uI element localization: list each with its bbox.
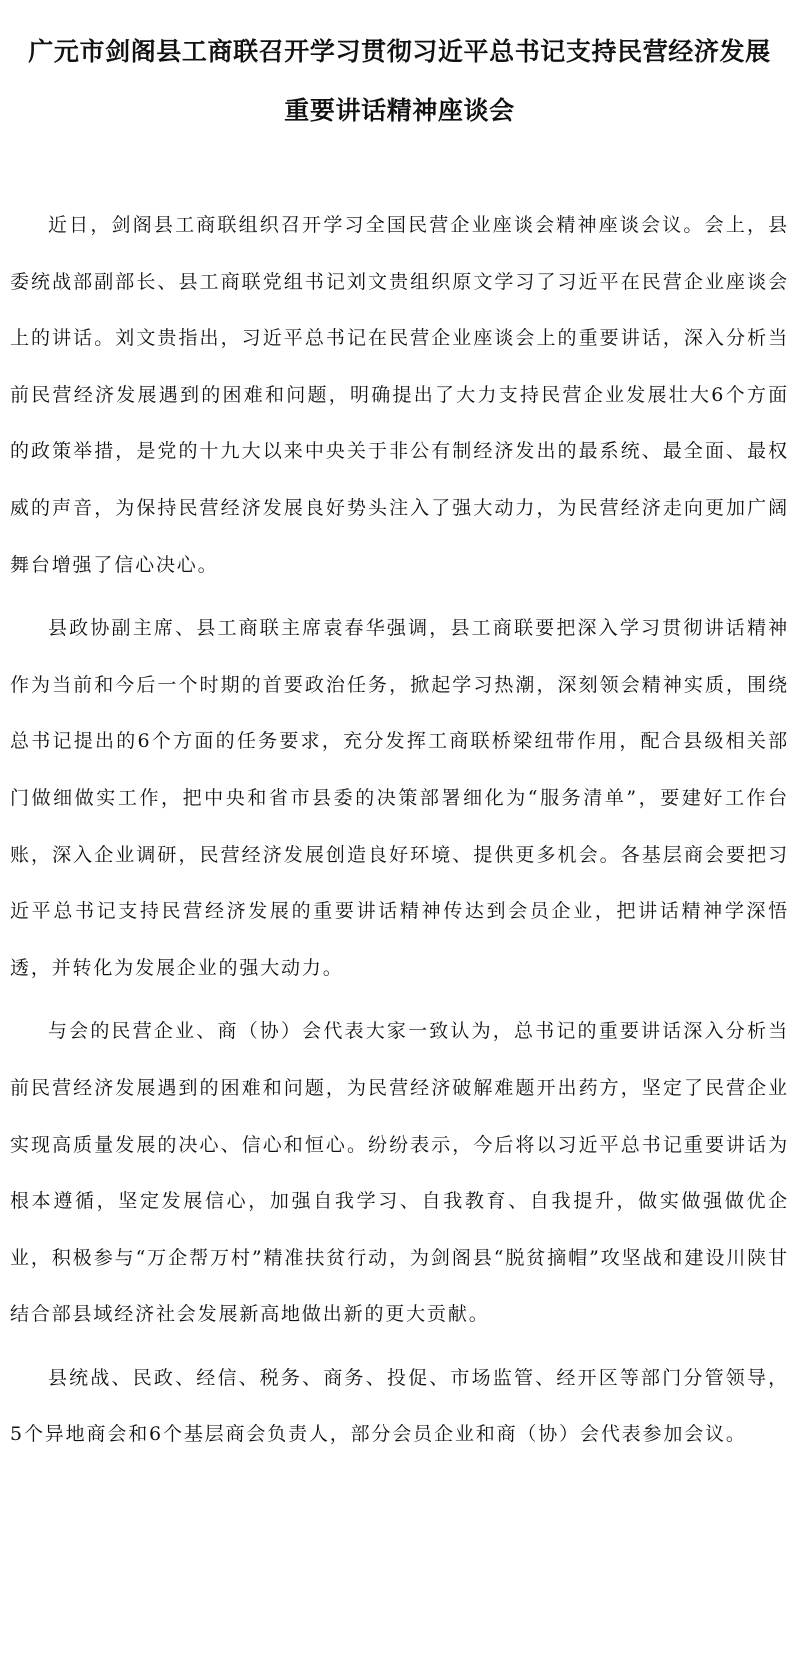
document-title (8, 22, 791, 140)
paragraph-1: 近日，剑阁县工商联组织召开学习全国民营企业座谈会精神座谈会议。会上，县委统战部副部长、县工商联党组书记刘文贵组织原文学习了习近平在民营企业座谈会上的讲话。刘文贵指出，习近平总书记在民营企业座谈会上的重要讲话，深入分析当前民营经济发展遇到的困难和问题，明确提出了大力支持民营企业发展壮大6个方面的政策举措，是党的十九大以来中央关于非公有制经济发出的最系统、最全面、最权威的声音，为保持民营经济发展良好势头注入了强大动力，为民营经济走向更加广阔舞台增强了信心决心。 (10, 214, 789, 576)
title-line-1: 广元市剑阁县工商联召开学习贯彻习近平总书记支持民营经济发展 (28, 37, 771, 66)
paragraph-3: 与会的民营企业、商（协）会代表大家一致认为，总书记的重要讲话深入分析当前民营经济发展遇到的困难和问题，为民营经济破解难题开出药方，坚定了民营企业实现高质量发展的决心、信心和恒心。纷纷表示，今后将以习近平总书记重要讲话为根本遵循，坚定发展信心，加强自我学习、自我教育、自我提升，做实做强做优企业，积极参与“万企帮万村”精准扶贫行动，为剑阁县“脱贫摘帽”攻坚战和建设川陕甘结合部县域经济社会发展新高地做出新的更大贡献。 (10, 1020, 789, 1326)
title-line-2: 重要讲话精神座谈会 (284, 96, 515, 125)
document-body (10, 197, 789, 1470)
paragraph-2: 县政协副主席、县工商联主席袁春华强调，县工商联要把深入学习贯彻讲话精神作为当前和今后一个时期的首要政治任务，掀起学习热潮，深刻领会精神实质，围绕总书记提出的6个方面的任务要求，充分发挥工商联桥梁纽带作用，配合县级相关部门做细做实工作，把中央和省市县委的决策部署细化为“服务清单”，要建好工作台账，深入企业调研，民营经济发展创造良好环境、提供更多机会。各基层商会要把习近平总书记支持民营经济发展的重要讲话精神传达到会员企业，把讲话精神学深悟透，并转化为发展企业的强大动力。 (10, 617, 789, 979)
paragraph-4: 县统战、民政、经信、税务、商务、投促、市场监管、经开区等部门分管领导，5个异地商会和6个基层商会负责人，部分会员企业和商（协）会代表参加会议。 (10, 1366, 789, 1446)
